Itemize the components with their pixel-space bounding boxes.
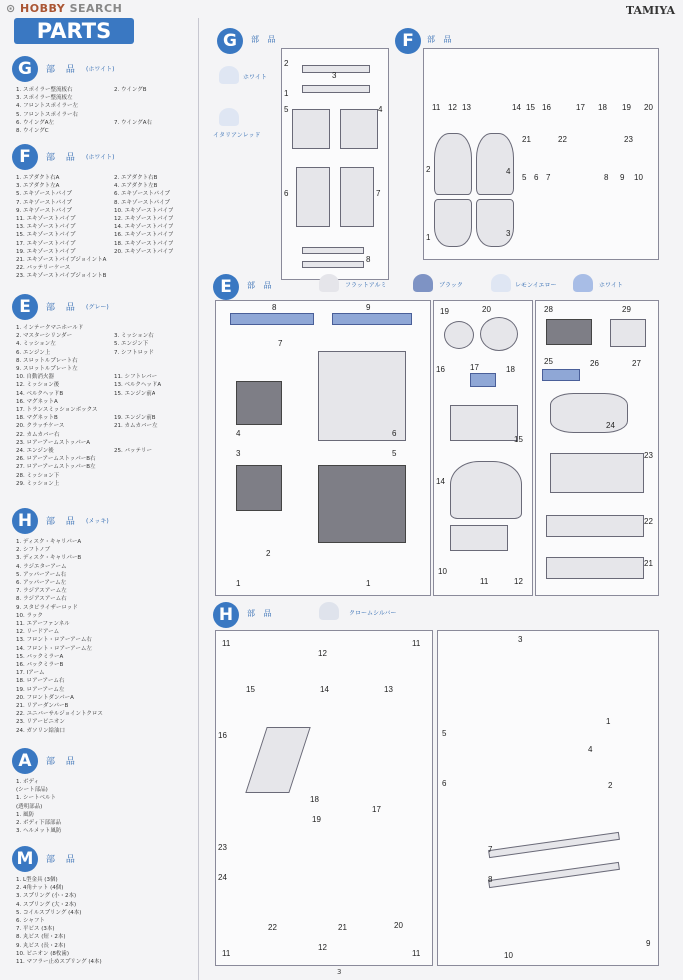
- list-item: [16, 892, 196, 900]
- chrome-swatch: [319, 602, 339, 620]
- list-item: [16, 480, 196, 488]
- part-name: 4. エアダクト左B: [114, 183, 158, 190]
- list-item: [16, 102, 196, 110]
- runner-h-left: 11 12 11 15 14 13 16 18 17 19 23 24 22 21 20 11 12 11: [215, 630, 433, 966]
- part-name: 1. インテークマニホールド: [16, 325, 84, 331]
- list-item: [16, 447, 196, 455]
- part-e21: [546, 557, 644, 579]
- list-item: [16, 111, 196, 119]
- part-name: 21. カムカバー左: [114, 423, 158, 430]
- part-name: 17. Iアーム: [16, 670, 45, 677]
- list-item: [16, 349, 196, 357]
- part-name: 22. カムカバー右: [16, 431, 60, 438]
- part-h18: [245, 727, 310, 793]
- part-name: 6. シャフト: [16, 918, 45, 925]
- list-item: [16, 925, 196, 933]
- section-h: [6, 508, 196, 735]
- list-item: [16, 207, 196, 215]
- list-item: [16, 272, 196, 280]
- list-item: [16, 94, 196, 102]
- runner-e-label: 部 品: [247, 281, 275, 290]
- runner-f-label: 部 品: [427, 35, 455, 44]
- part-e6: [318, 351, 406, 441]
- list-item: [16, 958, 196, 966]
- white-swatch: [219, 66, 239, 84]
- part-g7: [340, 167, 374, 227]
- section-color-note: (ホワイト): [86, 154, 115, 161]
- list-item: [16, 933, 196, 941]
- runner-e-right: 28 29 25 26 27 24 23 22 21: [535, 300, 659, 596]
- part-name: 2. 4角ナット (4個): [16, 885, 64, 892]
- part-name: 9. エキゾーストパイプ: [16, 207, 72, 214]
- parts-items: [16, 876, 196, 966]
- list-item: [16, 786, 196, 794]
- part-name: 3. スポイラー整流板左: [16, 95, 73, 102]
- part-name: 2. エアダクト右B: [114, 175, 158, 181]
- part-name: (シート部品): [16, 787, 48, 794]
- part-name: 17. エキゾーストパイプ: [16, 240, 76, 247]
- part-name: 14. エキゾーストパイプ: [114, 224, 174, 231]
- section-color-note: (グレー): [86, 304, 109, 311]
- page-title: PARTS: [14, 18, 134, 44]
- list-item: [16, 365, 196, 373]
- list-item: [16, 324, 196, 332]
- section-letter-badge: F: [12, 144, 38, 170]
- list-item: [16, 803, 196, 811]
- list-item: [16, 86, 196, 94]
- part-name: 10. ピニオン (8枚歯): [16, 950, 70, 957]
- list-item: [16, 778, 196, 786]
- section-color-note: (メッキ): [86, 518, 109, 525]
- section-label: 部 品: [46, 65, 79, 75]
- part-name: 6. エキゾーストパイプ: [114, 191, 170, 198]
- part-name: 16. エキゾーストパイプ: [114, 232, 174, 239]
- section-header: [6, 748, 196, 778]
- part-e24: [550, 393, 628, 433]
- color-white: ホワイト: [243, 74, 267, 81]
- part-name: 3. エアダクト左A: [16, 183, 60, 190]
- color-black: ブラック: [439, 282, 463, 289]
- part-name: 9. 丸ビス (長・2本): [16, 942, 66, 949]
- section-g: [6, 56, 196, 135]
- part-name: 20. エキゾーストパイプ: [114, 248, 174, 255]
- list-item: [16, 661, 196, 669]
- part-name: 4. ミッション左: [16, 341, 56, 348]
- part-name: 5. フロントスポイラー右: [16, 111, 78, 118]
- part-name: 3. ディスク・キャリパーB: [16, 555, 82, 562]
- list-item: [16, 182, 196, 190]
- black-swatch: [413, 274, 433, 292]
- list-item: [16, 950, 196, 958]
- part-name: 10. 自動消火器: [16, 374, 54, 381]
- list-item: [16, 579, 196, 587]
- part-name: 7. ラジアスアーム左: [16, 588, 67, 595]
- part-name: 8. ウイングC: [16, 128, 49, 135]
- list-item: [16, 373, 196, 381]
- list-item: [16, 256, 196, 264]
- list-item: [16, 917, 196, 925]
- parts-items: [16, 538, 196, 735]
- list-item: [16, 231, 196, 239]
- part-name: 2. マスターシリンダー: [16, 333, 73, 340]
- list-item: [16, 223, 196, 231]
- part-name: 29. ミッション上: [16, 480, 60, 487]
- list-item: [16, 463, 196, 471]
- brand-name: TAMIYA: [625, 4, 675, 17]
- e-white-swatch: [573, 274, 593, 292]
- runner-e-mid: 19 20 16 17 18 15 14 10 11 12: [433, 300, 533, 596]
- part-name: 1. エアダクト右A: [16, 175, 60, 181]
- part-name: 8. スロットルプレート右: [16, 357, 78, 364]
- section-m: [6, 846, 196, 966]
- list-item: [16, 127, 196, 135]
- list-item: [16, 653, 196, 661]
- part-name: 9. スロットルプレート左: [16, 366, 78, 373]
- part-name: 24. ガソリン給油口: [16, 727, 65, 734]
- list-item: [16, 718, 196, 726]
- part-name: 13. エキゾーストパイプ: [16, 224, 76, 231]
- part-g8b: [302, 261, 364, 268]
- list-item: [16, 406, 196, 414]
- part-name: 6. アッパーアーム左: [16, 580, 67, 587]
- list-item: [16, 554, 196, 562]
- list-item: [16, 248, 196, 256]
- part-name: 4. スプリング (大・2本): [16, 901, 77, 908]
- part-name: 1. ボディ: [16, 779, 40, 785]
- part-name: 18. ロアーアーム右: [16, 678, 65, 685]
- list-item: [16, 794, 196, 802]
- lemon-swatch: [491, 274, 511, 292]
- list-item: [16, 694, 196, 702]
- list-item: [16, 340, 196, 348]
- list-item: [16, 727, 196, 735]
- part-name: 7. エキゾーストパイプ: [16, 199, 72, 206]
- part-name: 16. マグネットA: [16, 398, 58, 405]
- part-name: 3. スプリング (小・2本): [16, 893, 77, 900]
- list-item: [16, 174, 196, 182]
- section-label: 部 品: [46, 303, 79, 313]
- list-item: [16, 669, 196, 677]
- part-name: 25. バッテリー: [114, 448, 152, 455]
- list-item: [16, 538, 196, 546]
- part-name: 3. ヘルメット風防: [16, 828, 62, 835]
- section-letter-badge: G: [12, 56, 38, 82]
- part-e4: [236, 381, 282, 425]
- part-name: 7. ウイングA右: [114, 119, 152, 126]
- part-name: 20. クラッチケース: [16, 423, 65, 430]
- list-item: [16, 381, 196, 389]
- part-e29: [610, 319, 646, 347]
- list-item: [16, 595, 196, 603]
- parts-items: [16, 324, 196, 488]
- part-name: 5. アッパーアーム右: [16, 571, 67, 578]
- part-name: 8. 丸ビス (短・2本): [16, 934, 66, 941]
- section-label: 部 品: [46, 757, 79, 767]
- page-number: 3: [337, 968, 342, 976]
- part-name: 11. エキゾーストパイプ: [16, 216, 76, 223]
- section-label: 部 品: [46, 855, 79, 865]
- list-item: [16, 215, 196, 223]
- part-name: 5. エンジン下: [114, 341, 149, 348]
- part-name: 21. エキゾーストパイプジョイントA: [16, 257, 107, 264]
- part-name: 23. リアーピニオン: [16, 719, 65, 726]
- part-e15: [450, 405, 518, 441]
- parts-list: [0, 52, 200, 980]
- runner-f-frame: 11 12 13 14 15 16 17 18 19 20 2 4 1 3 21 22 23 5 6 7 8 9 10: [423, 48, 659, 260]
- list-item: [16, 422, 196, 430]
- part-e28: [546, 319, 592, 345]
- part-e9: [332, 313, 412, 325]
- section-f: [6, 144, 196, 281]
- part-name: 8. ラジアスアーム右: [16, 596, 67, 603]
- list-item: [16, 439, 196, 447]
- part-name: 15. バックミラーA: [16, 653, 64, 660]
- part-f3: [476, 199, 514, 247]
- runner-diagrams: [198, 18, 683, 980]
- part-name: 15. エキゾーストパイプ: [16, 232, 76, 239]
- section-letter-badge: E: [12, 294, 38, 320]
- part-g3b: [302, 85, 370, 93]
- part-h7: [488, 832, 620, 858]
- part-name: 11. シフトレバー: [114, 374, 158, 381]
- part-e14: [450, 461, 522, 519]
- part-name: 9. スタビライザーロッド: [16, 604, 78, 611]
- parts-items: [16, 86, 196, 135]
- part-name: 4. ラジエターアーム: [16, 563, 67, 570]
- part-name: 5. エキゾーストパイプ: [16, 191, 72, 198]
- runner-g-frame: 3 2 1 5 4 6 7 8: [281, 48, 389, 280]
- list-item: [16, 628, 196, 636]
- part-h8: [488, 862, 620, 888]
- section-a: [6, 748, 196, 835]
- list-item: [16, 455, 196, 463]
- part-e5: [318, 465, 406, 543]
- part-e17: [470, 373, 496, 387]
- list-item: [16, 702, 196, 710]
- part-e3: [236, 465, 282, 511]
- list-item: [16, 357, 196, 365]
- part-e8: [230, 313, 314, 325]
- part-g8: [302, 247, 364, 254]
- red-swatch: [219, 108, 239, 126]
- part-name: (透明部品): [16, 803, 43, 810]
- part-name: 1. シートベルト: [16, 795, 56, 802]
- part-name: 5. コイルスプリング (4本): [16, 909, 82, 916]
- part-f2: [434, 133, 472, 195]
- list-item: [16, 710, 196, 718]
- runner-g-label: 部 品: [251, 35, 279, 44]
- part-name: 4. フロントスポイラー左: [16, 103, 78, 110]
- part-name: 17. トランスミッションボックス: [16, 407, 98, 414]
- part-name: 19. ロアーアーム左: [16, 686, 65, 693]
- runner-h-badge: H: [213, 602, 239, 628]
- part-name: 20. フロントダンパーA: [16, 694, 74, 701]
- part-name: 19. エキゾーストパイプ: [16, 248, 76, 255]
- part-e13: [450, 525, 508, 551]
- part-name: 1. L型金具 (3個): [16, 877, 58, 883]
- part-name: 2. ボディ下部部品: [16, 820, 62, 827]
- part-name: 23. ロアーアームストッパーA: [16, 439, 90, 446]
- section-letter-badge: M: [12, 846, 38, 872]
- part-name: 11. マフラー止めスプリング (4本): [16, 959, 102, 966]
- list-item: [16, 604, 196, 612]
- part-name: 28. ミッション下: [16, 472, 60, 479]
- section-header: [6, 294, 196, 324]
- list-item: [16, 390, 196, 398]
- list-item: [16, 876, 196, 884]
- parts-items: [16, 778, 196, 835]
- section-header: [6, 56, 196, 86]
- part-name: 23. エキゾーストパイプジョイントB: [16, 273, 107, 280]
- part-name: 16. バックミラーB: [16, 662, 64, 669]
- list-item: [16, 909, 196, 917]
- section-label: 部 品: [46, 153, 79, 163]
- section-label: 部 品: [46, 517, 79, 527]
- part-g5: [292, 109, 330, 149]
- color-e-white: ホワイト: [599, 282, 623, 289]
- runner-e-badge: E: [213, 274, 239, 300]
- list-item: [16, 636, 196, 644]
- part-e25: [542, 369, 580, 381]
- part-name: 19. エンジン前B: [114, 415, 156, 422]
- part-name: 22. ユニバーサルジョイントクロス: [16, 711, 103, 718]
- runner-h-right: 3 1 5 4 6 2 7 8 9 10: [437, 630, 659, 966]
- color-lemon-yellow: レモンイエロー: [515, 282, 557, 289]
- part-e22: [546, 515, 644, 537]
- part-name: 27. ロアーアームストッパーB左: [16, 464, 96, 471]
- part-name: 26. ロアーアームストッパーB右: [16, 456, 96, 463]
- part-name: 2. ウイングB: [114, 87, 147, 93]
- part-name: 12. エキゾーストパイプ: [114, 216, 174, 223]
- list-item: [16, 546, 196, 554]
- part-name: 11. エアーファンネル: [16, 621, 70, 628]
- runner-h-label: 部 品: [247, 609, 275, 618]
- list-item: [16, 645, 196, 653]
- part-g4: [340, 109, 378, 149]
- list-item: [16, 612, 196, 620]
- runner-g-badge: G: [217, 28, 243, 54]
- section-e: [6, 294, 196, 488]
- color-chrome-silver: クロームシルバー: [349, 610, 397, 617]
- hobbysearch-logo: ⊙ HOBBY SEARCH: [6, 2, 123, 15]
- part-f1: [434, 199, 472, 247]
- list-item: [16, 332, 196, 340]
- part-name: 7. 平ビス (3本): [16, 926, 55, 933]
- list-item: [16, 398, 196, 406]
- section-color-note: (ホワイト): [86, 66, 115, 73]
- part-name: 7. シフトロッド: [114, 349, 154, 356]
- part-name: 1. 風防: [16, 811, 34, 818]
- list-item: [16, 819, 196, 827]
- part-g6: [296, 167, 330, 227]
- list-item: [16, 811, 196, 819]
- part-name: 6. ウイングA左: [16, 119, 54, 126]
- section-letter-badge: H: [12, 508, 38, 534]
- part-name: 6. エンジン上: [16, 349, 51, 356]
- part-name: 10. エキゾーストパイプ: [114, 207, 174, 214]
- part-name: 15. エンジン前A: [114, 390, 156, 397]
- list-item: [16, 942, 196, 950]
- part-name: 22. バッテリーケース: [16, 265, 71, 272]
- part-name: 12. リードアーム: [16, 629, 60, 636]
- runner-f-badge: F: [395, 28, 421, 54]
- part-name: 8. エキゾーストパイプ: [114, 199, 170, 206]
- list-item: [16, 563, 196, 571]
- section-header: [6, 508, 196, 538]
- list-item: [16, 414, 196, 422]
- list-item: [16, 884, 196, 892]
- color-flat-aluminum: フラットアルミ: [345, 282, 387, 289]
- part-name: 14. フロント・ロアーアーム左: [16, 645, 92, 652]
- section-header: [6, 846, 196, 876]
- part-name: 13. フロント・ロアーアーム右: [16, 637, 92, 644]
- runner-e-left: 8 9 7 4 6 3 5 2 1 1: [215, 300, 431, 596]
- section-letter-badge: A: [12, 748, 38, 774]
- part-name: 3. ミッション右: [114, 333, 154, 340]
- list-item: [16, 431, 196, 439]
- part-name: 2. シフトノブ: [16, 547, 51, 554]
- list-item: [16, 901, 196, 909]
- list-item: [16, 620, 196, 628]
- part-name: 1. ディスク・キャリパーA: [16, 539, 82, 545]
- list-item: [16, 571, 196, 579]
- part-e23: [550, 453, 644, 493]
- list-item: [16, 827, 196, 835]
- part-name: 18. エキゾーストパイプ: [114, 240, 174, 247]
- list-item: [16, 119, 196, 127]
- flat-alu-swatch: [319, 274, 339, 292]
- list-item: [16, 587, 196, 595]
- part-e19: [444, 321, 474, 349]
- part-name: 1. スポイラー整流板右: [16, 87, 73, 93]
- part-name: 21. リアーダンパーB: [16, 703, 69, 710]
- part-name: 18. マグネットB: [16, 415, 58, 422]
- list-item: [16, 472, 196, 480]
- list-item: [16, 264, 196, 272]
- list-item: [16, 190, 196, 198]
- section-header: [6, 144, 196, 174]
- list-item: [16, 240, 196, 248]
- list-item: [16, 677, 196, 685]
- part-f4: [476, 133, 514, 195]
- part-name: 10. ラック: [16, 612, 43, 619]
- part-name: 24. エンジン後: [16, 448, 54, 455]
- part-name: 13. ベルクヘッドA: [114, 382, 162, 389]
- part-name: 14. ベルクヘッドB: [16, 390, 64, 397]
- parts-items: [16, 174, 196, 281]
- part-name: 12. ミッション後: [16, 382, 60, 389]
- color-italian-red: イタリアンレッド: [213, 132, 261, 139]
- list-item: [16, 686, 196, 694]
- part-e20: [480, 317, 518, 351]
- list-item: [16, 199, 196, 207]
